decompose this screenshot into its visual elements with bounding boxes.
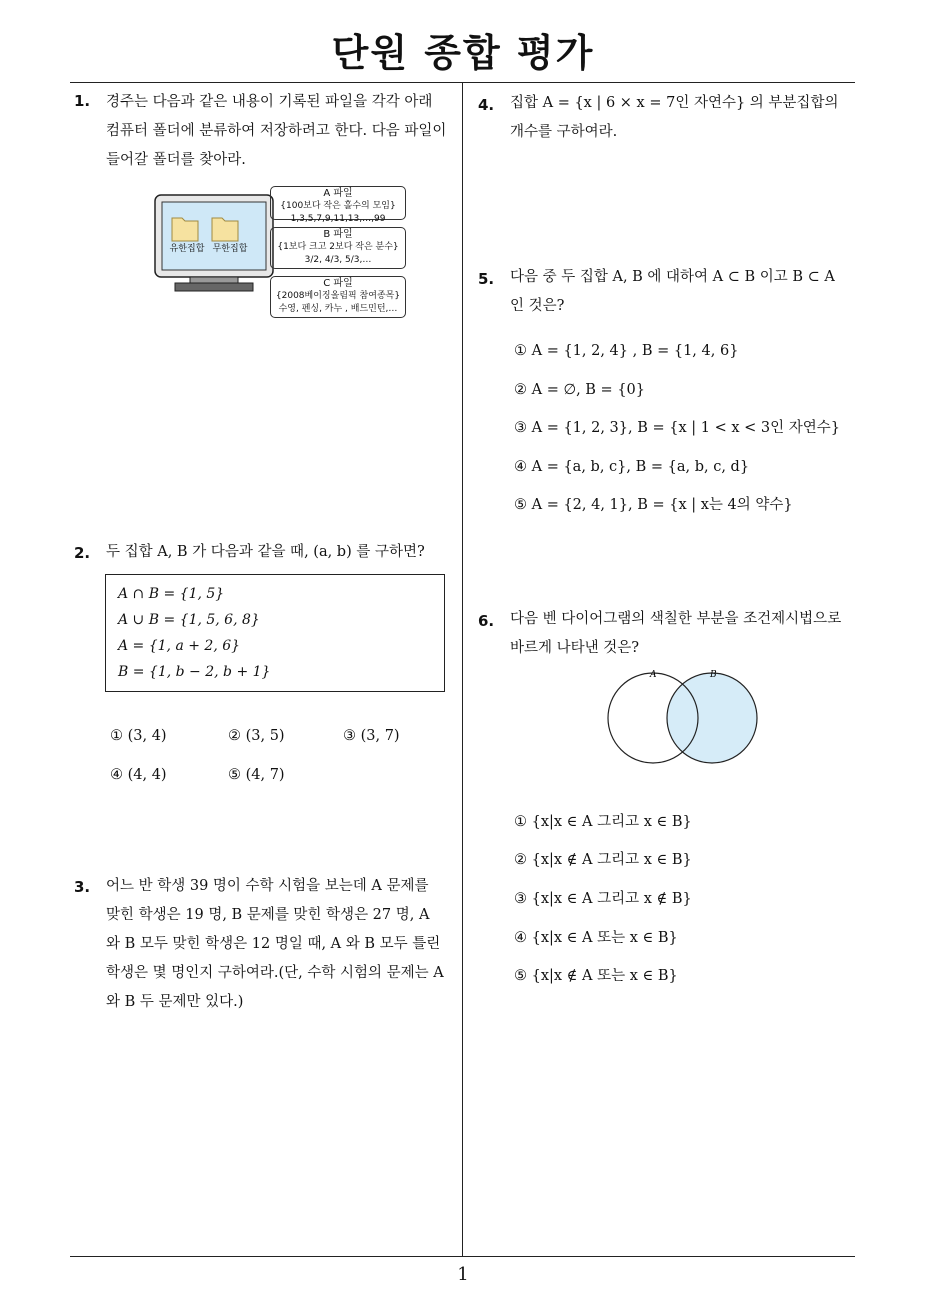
option-4[interactable]: ④ A = {a, b, c}, B = {a, b, c, d} bbox=[514, 459, 750, 475]
question-text: 경주는 다음과 같은 내용이 기록된 파일을 각각 아래 컴퓨터 폴더에 분류하여 저장하려고 한다. 다음 파일이 들어갈 폴더를 찾아라. bbox=[106, 94, 447, 168]
question-number: 5. bbox=[478, 270, 495, 288]
question-text: 다음 중 두 집합 A, B 에 대하여 A ⊂ B 이고 B ⊂ A 인 것은? bbox=[510, 269, 835, 314]
option-1[interactable]: ① {x|x ∈ A 그리고 x ∈ B} bbox=[514, 814, 692, 830]
option-2[interactable]: ② A = ∅, B = {0} bbox=[514, 382, 645, 398]
question-number: 1. bbox=[74, 92, 91, 110]
page-number: 1 bbox=[457, 1264, 469, 1285]
question-number: 2. bbox=[74, 544, 91, 562]
file-c-card: C 파일 {2008베이징올림픽 참여종목} 수영, 펜싱, 카누 , 배드민턴,… bbox=[270, 276, 406, 318]
file-b-card: B 파일 {1보다 크고 2보다 작은 분수} 3/2, 4/3, 5/3,… bbox=[270, 227, 406, 269]
option-5[interactable]: ⑤ A = {2, 4, 1}, B = {x | x는 4의 약수} bbox=[514, 497, 793, 513]
bottom-divider bbox=[70, 1256, 855, 1257]
option-1[interactable]: ① A = {1, 2, 4} , B = {1, 4, 6} bbox=[514, 343, 739, 359]
condition-box: A ∩ B = {1, 5} A ∪ B = {1, 5, 6, 8} A = {1, a + 2, 6} B = {1, b − 2, b + 1} bbox=[105, 574, 445, 692]
folder-label-finite: 유한집합 bbox=[169, 244, 205, 254]
question-text: 다음 벤 다이어그램의 색칠한 부분을 조건제시법으로 바르게 나타낸 것은? bbox=[510, 611, 842, 656]
option-3[interactable]: ③ {x|x ∈ A 그리고 x ∉ B} bbox=[514, 891, 692, 907]
file-a-card: A 파일 {100보다 작은 홀수의 모임} 1,3,5,7,9,11,13,…,99 bbox=[270, 186, 406, 220]
question-number: 4. bbox=[478, 96, 495, 114]
option-5[interactable]: ⑤ (4, 7) bbox=[228, 767, 285, 783]
question-text: 집합 A = {x | 6 × x = 7인 자연수} 의 부분집합의 개수를 구하여라. bbox=[510, 95, 839, 140]
option-3[interactable]: ③ (3, 7) bbox=[343, 728, 400, 744]
question-number: 3. bbox=[74, 878, 91, 896]
folder-label-infinite: 무한집합 bbox=[212, 244, 248, 254]
option-4[interactable]: ④ (4, 4) bbox=[110, 767, 167, 783]
page-title: 단원 종합 평가 bbox=[331, 31, 595, 75]
option-2[interactable]: ② (3, 5) bbox=[228, 728, 285, 744]
option-1[interactable]: ① (3, 4) bbox=[110, 728, 167, 744]
set-b-label: B bbox=[710, 670, 717, 680]
set-a-label: A bbox=[650, 670, 657, 680]
question-text: 어느 반 학생 39 명이 수학 시험을 보는데 A 문제를 맞힌 학생은 19 명, B 문제를 맞힌 학생은 27 명, A 와 B 모두 맞힌 학생은 12 명일 때, A 와 B 모두 틀린 학생은 몇 명인지 구하여라.(단, 수학 시험의 문제는 A 와 B 두 문제만 있다.) bbox=[106, 878, 444, 1010]
option-2[interactable]: ② {x|x ∉ A 그리고 x ∈ B} bbox=[514, 852, 692, 868]
option-3[interactable]: ③ A = {1, 2, 3}, B = {x | 1 < x < 3인 자연수} bbox=[514, 420, 840, 436]
folder-icon bbox=[172, 218, 198, 241]
column-divider bbox=[462, 82, 463, 1257]
folder-icon bbox=[212, 218, 238, 241]
question-text: 두 집합 A, B 가 다음과 같을 때, (a, b) 를 구하면? bbox=[106, 544, 425, 560]
option-5[interactable]: ⑤ {x|x ∉ A 또는 x ∈ B} bbox=[514, 968, 678, 984]
option-4[interactable]: ④ {x|x ∈ A 또는 x ∈ B} bbox=[514, 930, 678, 946]
question-number: 6. bbox=[478, 612, 495, 630]
venn-diagram bbox=[600, 668, 770, 768]
